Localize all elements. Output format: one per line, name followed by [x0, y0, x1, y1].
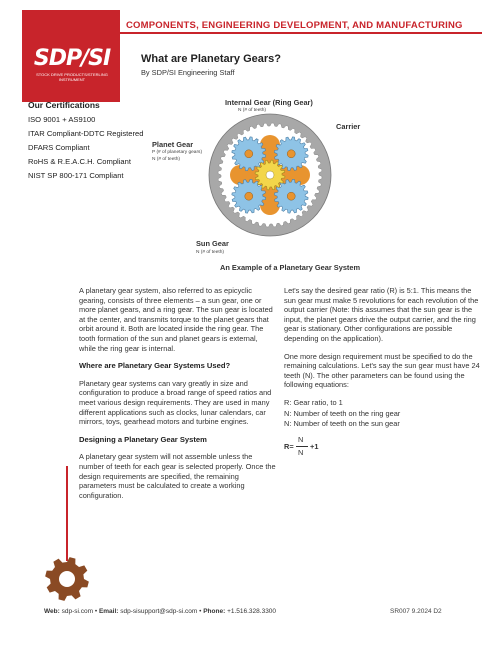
email-label: Email:: [98, 608, 119, 615]
footer-gear-hole: [59, 571, 75, 587]
section-heading-uses: Where are Planetary Gear Systems Used?: [79, 361, 231, 371]
header-rule: [120, 32, 482, 34]
figure-caption: An Example of a Planetary Gear System: [220, 263, 361, 272]
formula-fraction-bar: [296, 446, 308, 447]
certification-item: DFARS Compliant: [28, 143, 90, 152]
carrier-label: Carrier: [336, 122, 361, 131]
header-banner: COMPONENTS, ENGINEERING DEVELOPMENT, AND MANUFACTURING: [126, 20, 463, 31]
section-heading-design: Designing a Planetary Gear System: [79, 434, 207, 444]
design-paragraph: A planetary gear system will not assemble unless the number of teeth for each gear is selected properly. Once the design requirements are specified, the remaining parameters must be calculated to create a working configuration.: [79, 452, 276, 500]
company-logo[interactable]: [22, 10, 120, 102]
sun-gear-hub: [266, 171, 274, 179]
web-label: Web:: [44, 608, 60, 615]
body-column-left: [79, 286, 276, 508]
email-link[interactable]: sdp-sisupport@sdp-si.com: [120, 608, 198, 615]
planet-gear-sublabel-2: N (# of teeth): [152, 157, 180, 162]
phone-link[interactable]: +1.516.328.3300: [227, 608, 277, 615]
internal-gear-label: Internal Gear (Ring Gear): [225, 98, 313, 107]
gear-icon: [44, 556, 90, 602]
certification-item: ISO 9001 + AS9100: [28, 115, 96, 124]
planet-gear-label: Planet Gear: [152, 140, 194, 149]
formula-lhs: R=: [284, 441, 294, 451]
logo-text: SDP/SI: [33, 46, 111, 71]
requirement-paragraph: One more design requirement must be specified to do the remaining calculations. Let's say the sun gear must have 24 teeth (N). The other parameters can be found using the following equations:: [284, 351, 480, 390]
planet-gear-hub: [245, 192, 253, 200]
gear-ratio-formula: [284, 435, 481, 461]
sun-gear-label: Sun Gear: [196, 239, 229, 248]
intro-paragraph: A planetary gear system, also referred to as epicyclic gearing, consists of three elements – a sun gear, one or more planet gears, and a ring gear. The sun gear is located at the center, and transmits torque to the planet gears that orbit around it. Both are located inside the ring gear. The tooth formation of the sun and planet gears is external, while the ring gear is internal.: [79, 286, 273, 353]
planet-gear-hub: [287, 150, 295, 158]
planetary-gear-diagram: [208, 113, 332, 237]
planet-gear-sublabel-1: P (# of planetary gears): [152, 150, 203, 155]
article-byline: By SDP/SI Engineering Staff: [141, 68, 235, 77]
separator: •: [199, 608, 204, 615]
web-link[interactable]: sdp-si.com: [61, 608, 94, 615]
footer-accent-line: [66, 466, 68, 561]
body-column-right: [284, 286, 481, 461]
formula-numerator: N: [298, 434, 304, 444]
certification-item: RoHS & R.E.A.C.H. Compliant: [28, 157, 131, 166]
planet-gear-hub: [245, 150, 253, 158]
certification-item: NIST SP 800-171 Compliant: [28, 171, 124, 180]
article-title: What are Planetary Gears?: [141, 53, 282, 65]
separator: •: [94, 608, 99, 615]
document-code: SR007 9.2024 D2: [390, 608, 442, 615]
phone-label: Phone:: [203, 608, 226, 615]
footer-contact: [44, 608, 276, 615]
uses-paragraph: Planetary gear systems can vary greatly in size and configuration to produce a broad range of speed ratios and meet various design requirements. They are used in many different applications such as clocks, lunar calendars, car mirrors, toys, gearhead motors and turbine engines.: [79, 378, 272, 427]
certifications-title: Our Certifications: [28, 100, 100, 110]
ratio-paragraph: Let's say the desired gear ratio (R) is 5:1. This means the sun gear must make 5 revolutions for each revolution of the output carrier (Note: this assumes that the sun gear is the input, the planet gears drive the output carrier, and the ring gear is stationary. Other configurations are possible depending on the application).: [284, 286, 479, 343]
internal-gear-sublabel: N (# of teeth): [238, 108, 266, 113]
logo-subtext: STOCK DRIVE PRODUCTS/STERLING INSTRUMENT: [36, 72, 108, 82]
planet-gear-hub: [287, 192, 295, 200]
sun-gear-sublabel: N (# of teeth): [196, 250, 224, 255]
certification-item: ITAR Compliant-DDTC Registered: [28, 129, 144, 138]
formula-denominator: N: [298, 447, 304, 457]
formula-rhs: +1: [310, 441, 319, 451]
equation-definition: R: Gear ratio, to 1: [284, 397, 343, 407]
equation-definition: N: Number of teeth on the ring gear: [284, 408, 401, 418]
equation-definition: N: Number of teeth on the sun gear: [284, 419, 400, 429]
